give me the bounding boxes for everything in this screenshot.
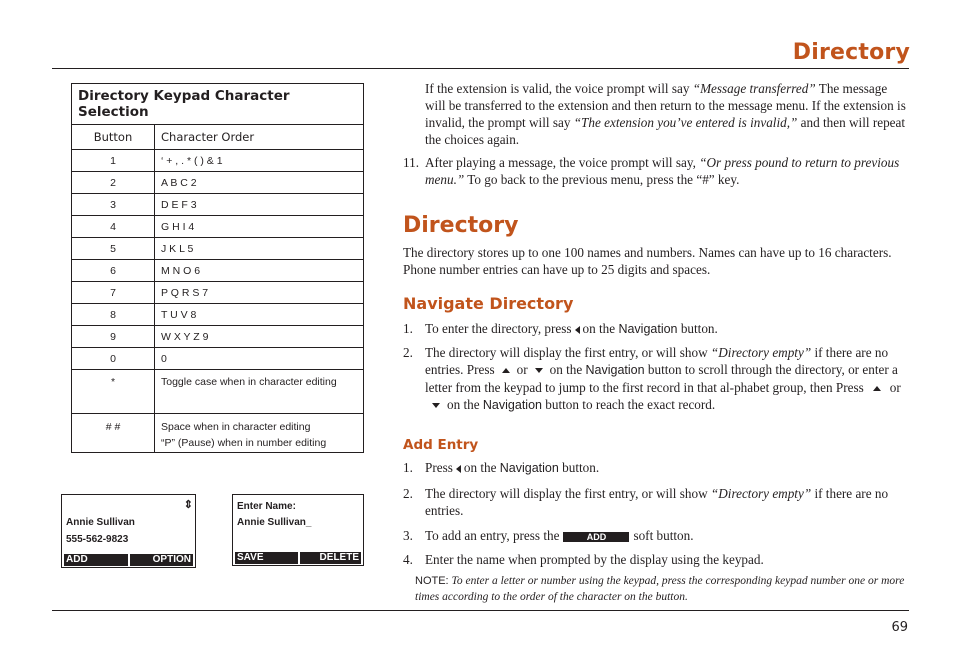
lcd-screen-enter-name bbox=[232, 494, 364, 566]
cell-chars-line2: “P” (Pause) when in number editing bbox=[161, 437, 327, 449]
cell-button: 5 bbox=[72, 238, 155, 260]
cell-chars: M N O 6 bbox=[155, 260, 364, 282]
lcd-prompt: Enter Name: bbox=[237, 501, 296, 512]
intro-paragraph: If the extension is valid, the voice prompt will say “Message transferred” The message will be transferred to the extension and then return to the message menu. If the extension is invalid, the prompt will say “The extension you’ve entered is invalid,” and then will repeat the choices again. bbox=[425, 81, 906, 147]
table-row bbox=[72, 238, 364, 260]
cell-chars: A B C 2 bbox=[155, 172, 364, 194]
cell-button: # # bbox=[72, 414, 155, 453]
cell-chars: J K L 5 bbox=[155, 238, 364, 260]
step-number: 1. bbox=[403, 321, 413, 336]
step-number: 1. bbox=[403, 460, 413, 475]
lcd-entry-number: 555-562-9823 bbox=[66, 534, 129, 545]
table-row bbox=[72, 172, 364, 194]
table-row bbox=[72, 304, 364, 326]
table-row bbox=[72, 414, 364, 453]
col-header-order: Character Order bbox=[155, 125, 364, 150]
table-row bbox=[72, 348, 364, 370]
cell-button: * bbox=[72, 370, 155, 414]
cell-button: 9 bbox=[72, 326, 155, 348]
cell-chars: 0 bbox=[155, 348, 364, 370]
table-row bbox=[72, 326, 364, 348]
col-header-button: Button bbox=[72, 125, 155, 150]
cell-chars: D E F 3 bbox=[155, 194, 364, 216]
header-rule bbox=[52, 68, 909, 69]
scroll-updown-icon: ⇕ bbox=[183, 499, 193, 511]
step-number: 4. bbox=[403, 552, 413, 567]
cell-chars bbox=[155, 414, 364, 453]
page-number: 69 bbox=[891, 620, 908, 635]
add-softkey-graphic: ADD bbox=[563, 532, 629, 542]
footer-rule bbox=[52, 610, 909, 611]
cell-chars: Toggle case when in character editing bbox=[155, 370, 364, 414]
lcd-entry-name: Annie Sullivan bbox=[66, 517, 135, 528]
step-number: 3. bbox=[403, 528, 413, 543]
cell-button: 2 bbox=[72, 172, 155, 194]
cell-button: 7 bbox=[72, 282, 155, 304]
add-entry-heading: Add Entry bbox=[403, 437, 479, 453]
cell-chars: P Q R S 7 bbox=[155, 282, 364, 304]
softkey-add[interactable]: ADD bbox=[64, 554, 128, 566]
add-step-2: The directory will display the first entry, or will show “Directory empty” if there are no entries. bbox=[425, 486, 889, 518]
keypad-character-table bbox=[71, 83, 364, 453]
up-arrow-icon bbox=[873, 386, 881, 391]
cell-chars: G H I 4 bbox=[155, 216, 364, 238]
navigate-heading: Navigate Directory bbox=[403, 294, 574, 313]
down-arrow-icon bbox=[535, 368, 543, 373]
cell-button: 3 bbox=[72, 194, 155, 216]
step-11-text: After playing a message, the voice prompt will say, “Or press pound to return to previous menu.” To go back to the previous menu, press the “#” key. bbox=[425, 155, 900, 187]
note-block bbox=[415, 573, 905, 605]
navigate-step-2: The directory will display the first entry, or will show “Directory empty” if there are no entries. Press or on the Navigation button to scroll through the directory, or enter a letter from the keypad to jump to the first record in that al-phabet group, then Press oron the Navigation button to reach the exact record. bbox=[425, 345, 901, 412]
table-caption: Directory Keypad Character Selection bbox=[72, 84, 364, 125]
step-number: 2. bbox=[403, 486, 413, 501]
step-number: 2. bbox=[403, 345, 413, 360]
add-step-3: To add an entry, press the ADD soft button. bbox=[425, 528, 694, 543]
note-text: To enter a letter or number using the keypad, press the corresponding keypad number one or more times according to the order of the character on the button. bbox=[415, 575, 905, 603]
softkey-delete[interactable]: DELETE bbox=[300, 552, 361, 564]
cell-button: 4 bbox=[72, 216, 155, 238]
cell-chars: ‘ + , . * ( ) & 1 bbox=[155, 150, 364, 172]
add-step-1: Press on the Navigation button. bbox=[425, 460, 600, 475]
note-label: NOTE: bbox=[415, 575, 449, 587]
table-row bbox=[72, 260, 364, 282]
cell-button: 6 bbox=[72, 260, 155, 282]
left-arrow-icon bbox=[456, 465, 461, 473]
table-row bbox=[72, 150, 364, 172]
up-arrow-icon bbox=[502, 368, 510, 373]
table-row bbox=[72, 282, 364, 304]
cell-button: 8 bbox=[72, 304, 155, 326]
lcd-name-input: Annie Sullivan_ bbox=[237, 517, 312, 528]
page-header-title: Directory bbox=[792, 40, 910, 65]
cell-button: 0 bbox=[72, 348, 155, 370]
navigate-step-1: To enter the directory, press on the Navigation button. bbox=[425, 321, 718, 336]
table-row bbox=[72, 370, 364, 414]
table-row bbox=[72, 194, 364, 216]
table-row bbox=[72, 216, 364, 238]
section-body: The directory stores up to one 100 names and numbers. Names can have up to 16 characters. Phone number entries can have up to 25 digits and spaces. bbox=[403, 245, 892, 277]
softkey-option[interactable]: OPTION bbox=[130, 554, 193, 566]
cell-chars-line1: Space when in character editing bbox=[161, 421, 311, 433]
softkey-save[interactable]: SAVE bbox=[235, 552, 298, 564]
cell-button: 1 bbox=[72, 150, 155, 172]
left-arrow-icon bbox=[575, 326, 580, 334]
cell-chars: W X Y Z 9 bbox=[155, 326, 364, 348]
step-number: 11. bbox=[403, 155, 419, 170]
add-step-4: Enter the name when prompted by the display using the keypad. bbox=[425, 552, 764, 567]
lcd-screen-directory bbox=[61, 494, 196, 568]
down-arrow-icon bbox=[432, 403, 440, 408]
section-title: Directory bbox=[403, 213, 519, 238]
cell-chars: T U V 8 bbox=[155, 304, 364, 326]
